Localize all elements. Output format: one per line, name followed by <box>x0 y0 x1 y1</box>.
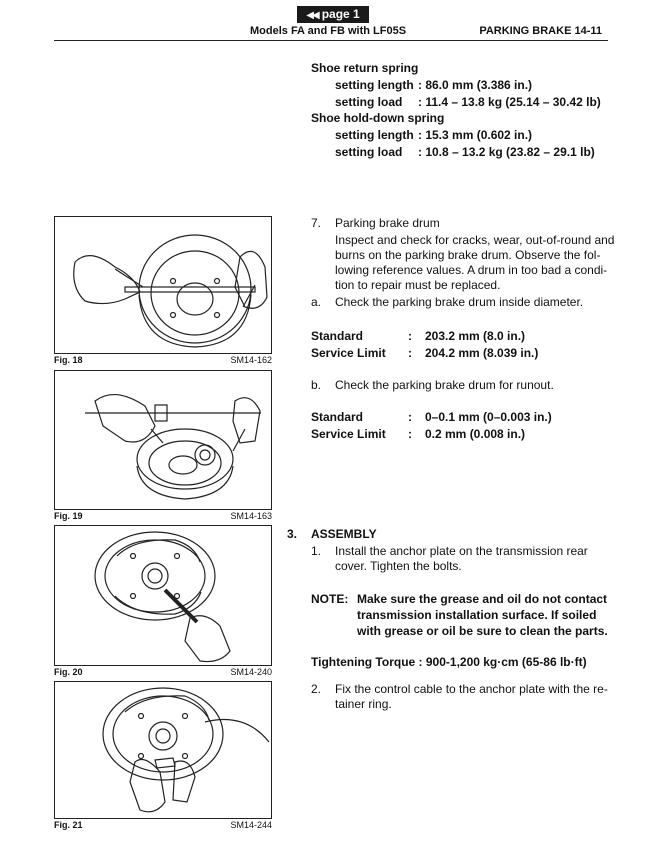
fig-18-drum-diameter-illustration <box>54 216 272 354</box>
note-line: Make sure the grease and oil do not contact <box>357 592 608 606</box>
colon: : <box>408 410 412 424</box>
fig-19-label: Fig. 19 <box>54 511 83 521</box>
diameter-limit-label: Service Limit <box>311 346 386 360</box>
note-line: with grease or oil be sure to clean the parts. <box>357 624 608 638</box>
assembly-step2-line: Fix the control cable to the anchor plate with the re- <box>335 682 608 696</box>
drum-text-line: lowing reference values. A drum in too bad a condi- <box>335 263 608 277</box>
diameter-limit-value: 204.2 mm (8.039 in.) <box>425 346 539 360</box>
step-a-letter: a. <box>311 295 322 309</box>
models-header: Models FA and FB with LF05S <box>250 25 407 37</box>
fig-19-drum-runout-illustration <box>54 370 272 510</box>
diameter-standard-label: Standard <box>311 329 364 343</box>
drum-step-number: 7. <box>311 216 322 230</box>
page-1-nav-label: page 1 <box>321 7 360 21</box>
fig-21-control-cable-illustration <box>54 681 272 819</box>
assembly-step1-number: 1. <box>311 544 322 558</box>
assembly-title: ASSEMBLY <box>311 527 377 541</box>
holddown-length-label: setting length <box>335 128 414 142</box>
tightening-torque: Tightening Torque : 900-1,200 kg·cm (65-86 lb·ft) <box>311 655 587 669</box>
note-line: transmission installation surface. If soiled <box>357 608 597 622</box>
return-length-value: : 86.0 mm (3.386 in.) <box>418 78 533 92</box>
runout-standard-label: Standard <box>311 410 364 424</box>
fig-20-caption <box>54 667 272 677</box>
assembly-step2-line: tainer ring. <box>335 697 392 711</box>
step-a-text: Check the parking brake drum inside diameter. <box>335 295 584 309</box>
fig-19-caption <box>54 511 272 521</box>
holddown-load-label: setting load <box>335 145 403 159</box>
fig-21-caption <box>54 820 272 830</box>
fig-19-code: SM14-163 <box>230 511 272 521</box>
drum-title: Parking brake drum <box>335 216 440 230</box>
fig-21-label: Fig. 21 <box>54 820 83 830</box>
fig-20-anchor-plate-illustration <box>54 525 272 666</box>
hold-down-spring-title: Shoe hold-down spring <box>311 111 445 125</box>
fig-18-caption <box>54 355 272 365</box>
return-load-label: setting load <box>335 95 403 109</box>
drum-text-line: tion to repair must be replaced. <box>335 278 501 292</box>
holddown-load-value: : 10.8 – 13.2 kg (23.82 – 29.1 lb) <box>418 145 595 159</box>
diameter-standard-value: 203.2 mm (8.0 in.) <box>425 329 526 343</box>
holddown-length-value: : 15.3 mm (0.602 in.) <box>418 128 533 142</box>
return-length-label: setting length <box>335 78 414 92</box>
drum-text-line: Inspect and check for cracks, wear, out-of-round and <box>335 233 615 247</box>
assembly-number: 3. <box>287 527 298 541</box>
colon: : <box>408 346 412 360</box>
step-b-text: Check the parking brake drum for runout. <box>335 378 554 392</box>
page-1-nav-button[interactable] <box>297 6 369 23</box>
runout-limit-label: Service Limit <box>311 427 386 441</box>
runout-limit-value: 0.2 mm (0.008 in.) <box>425 427 526 441</box>
assembly-step2-number: 2. <box>311 682 322 696</box>
colon: : <box>408 329 412 343</box>
runout-standard-value: 0–0.1 mm (0–0.003 in.) <box>425 410 552 424</box>
fig-21-code: SM14-244 <box>230 820 272 830</box>
assembly-step1-line: Install the anchor plate on the transmission rear <box>335 544 588 558</box>
colon: : <box>408 427 412 441</box>
assembly-step1-line: cover. Tighten the bolts. <box>335 559 462 573</box>
return-load-value: : 11.4 – 13.8 kg (25.14 – 30.42 lb) <box>418 95 601 109</box>
double-left-arrow-icon: ◀◀ <box>306 10 318 21</box>
header-rule <box>54 40 608 41</box>
shoe-return-spring-title: Shoe return spring <box>311 61 419 75</box>
fig-18-label: Fig. 18 <box>54 355 83 365</box>
fig-18-code: SM14-162 <box>230 355 272 365</box>
step-b-letter: b. <box>311 378 322 392</box>
fig-20-code: SM14-240 <box>230 667 272 677</box>
drum-text-line: burns on the parking brake drum. Observe the fol- <box>335 248 601 262</box>
fig-20-label: Fig. 20 <box>54 667 83 677</box>
section-header: PARKING BRAKE 14-11 <box>479 25 602 37</box>
note-label: NOTE: <box>311 592 349 606</box>
